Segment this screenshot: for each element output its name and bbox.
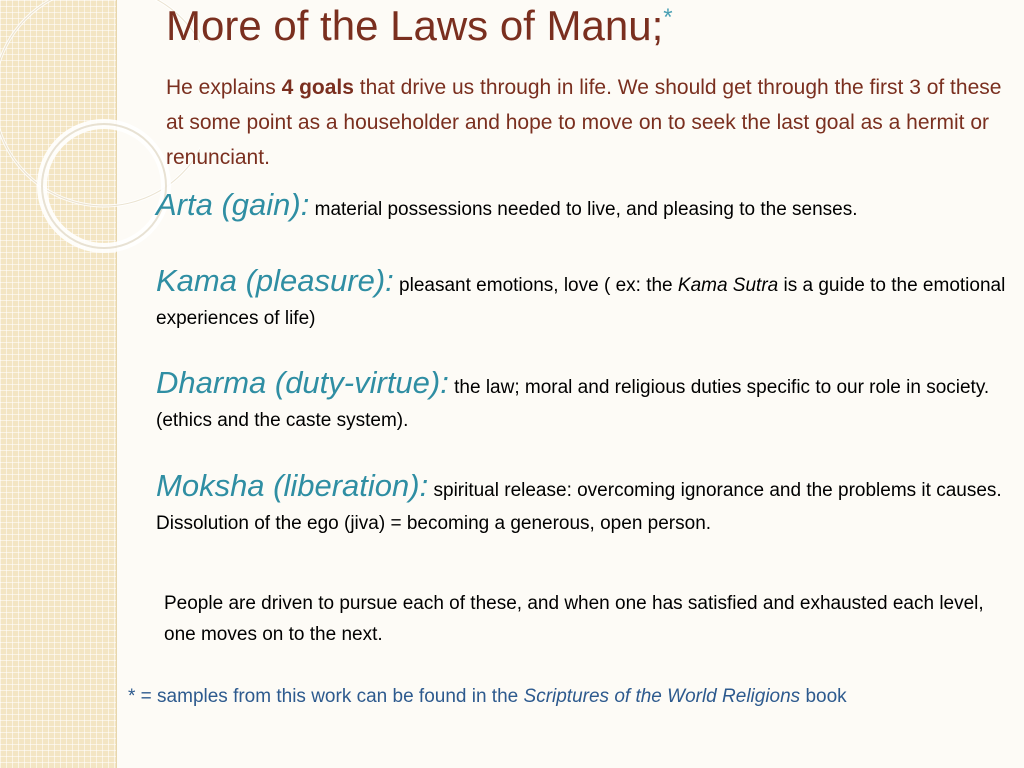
goal-term: Dharma (duty-virtue): (156, 365, 449, 400)
goal-description-after: is a guide to the emotional experiences of life) (156, 275, 1006, 329)
goal-dharma (156, 366, 1016, 437)
footnote (128, 682, 1018, 712)
subtitle-bold: 4 goals (281, 76, 354, 99)
footnote-suffix: book (800, 686, 847, 707)
footnote-book-title: Scriptures of the World Religions (523, 686, 801, 707)
goal-description: spiritual release: overcoming ignorance and the problems it causes. Dissolution of the ego (jiva) = becoming a generous, open person. (156, 480, 1002, 534)
footnote-prefix: * = samples from this work can be found in the (128, 686, 524, 707)
slide-title (166, 2, 673, 50)
goal-description-italic: Kama Sutra (677, 275, 779, 296)
title-text: More of the Laws of Manu; (166, 2, 664, 49)
goal-description: material possessions needed to live, and pleasing to the senses. (309, 199, 858, 220)
goal-term: Arta (gain): (156, 187, 310, 222)
title-footnote-marker: * (663, 4, 673, 31)
summary-text: People are driven to pursue each of these, and when one has satisfied and exhausted each level, one moves on to the next. (164, 593, 984, 645)
goal-description: pleasant emotions, love ( ex: the (393, 275, 678, 296)
slide-subtitle (166, 70, 1016, 175)
subtitle-before: He explains (166, 76, 282, 99)
subtitle-after: that drive us through in life. We should get through the first 3 of these at some point as a householder and hope to move on to seek the last goal as a hermit or renunciant. (166, 76, 1002, 169)
goal-term: Kama (pleasure): (156, 263, 394, 298)
goal-moksha (156, 469, 1016, 540)
goal-term: Moksha (liberation): (156, 468, 429, 503)
goal-arta (156, 188, 1016, 226)
goal-description: the law; moral and religious duties specific to our role in society. (ethics and the caste system). (156, 377, 990, 431)
goal-kama (156, 264, 1016, 335)
